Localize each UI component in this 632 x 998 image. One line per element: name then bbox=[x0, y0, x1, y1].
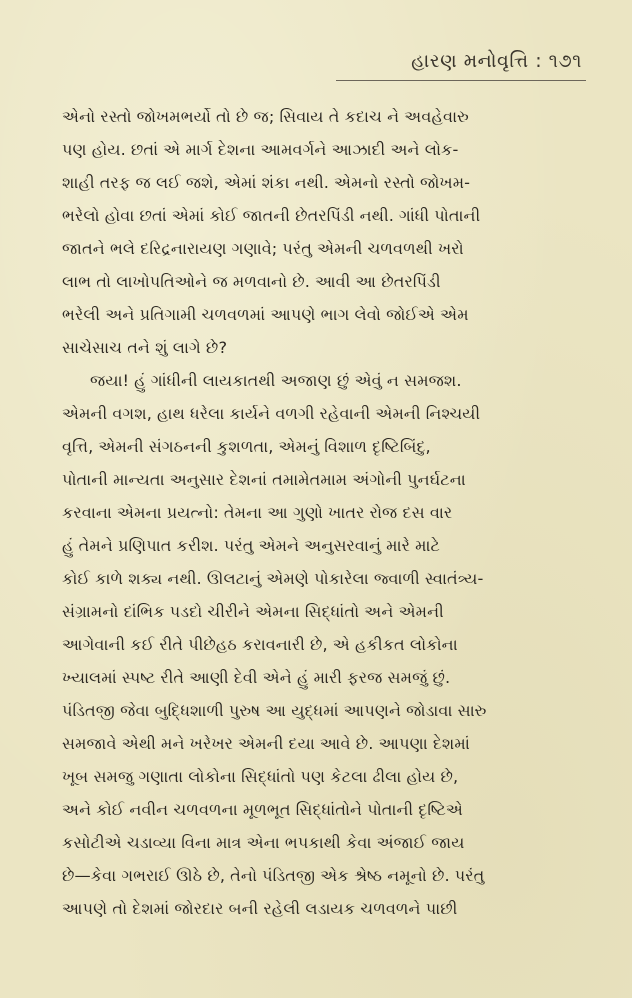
text-line: છે—કેવા ગભરાઈ ઊઠે છે, તેનો પંડિતજી એક શ્રેષ્ઠ નમૂનો છે. પરંતુ bbox=[62, 866, 485, 885]
header-rule bbox=[336, 80, 586, 81]
text-line: સમજાવે એથી મને ખરેખર એમની દયા આવે છે. આપણા દેશમાં bbox=[62, 734, 470, 753]
text-line: એનો રસ્તો જોખમભર્યો તો છે જ; સિવાય તે કદાચ ને અવહેવારુ bbox=[62, 107, 469, 126]
text-line: સાચેસાચ તને શું લાગે છે? bbox=[62, 338, 228, 357]
text-line: ભરેલી અને પ્રતિગામી ચળવળમાં આપણે ભાગ લેવો જોઈએ એમ bbox=[62, 305, 469, 324]
text-line: ભરેલો હોવા છતાં એમાં કોઈ જાતની છેતરપિંડી નથી. ગાંધી પોતાની bbox=[62, 206, 481, 225]
running-head: હારણ મનોવૃત્તિ : ૧૭૧ bbox=[411, 50, 582, 72]
text-line: ખ્યાલમાં સ્પષ્ટ રીતે આણી દેવી એને હું મારી ફરજ સમજું છું. bbox=[62, 668, 451, 687]
text-line: સંગ્રામનો દાંભિક પડદો ચીરીને એમના સિદ્ધાંતો અને એમની bbox=[62, 602, 444, 621]
paragraph bbox=[62, 100, 582, 364]
body-text bbox=[62, 100, 582, 925]
text-line: જાતને ભલે દરિદ્રનારાયણ ગણાવે; પરંતુ એમની ચળવળથી ખરો bbox=[62, 239, 464, 258]
text-line: જયા! હું ગાંધીની લાયકાતથી અજાણ છું એવું ન સમજશ. bbox=[90, 371, 462, 390]
text-line: આગેવાની કઈ રીતે પીછેહઠ કરાવનારી છે, એ હકીકત લોકોના bbox=[62, 635, 458, 654]
text-line: કરવાના એમના પ્રયત્નો: તેમના આ ગુણો ખાતર રોજ દસ વાર bbox=[62, 503, 453, 522]
text-line: પંડિતજી જેવા બુદ્ધિશાળી પુરુષ આ યુદ્ધમાં આપણને જોડાવા સારુ bbox=[62, 701, 487, 720]
text-line: પણ હોય. છતાં એ માર્ગ દેશના આમવર્ગને આઝાદી અને લોક- bbox=[62, 140, 459, 159]
text-line: એમની વગશ, હાથ ધરેલા કાર્યને વળગી રહેવાની એમની નિશ્ચયી bbox=[62, 404, 481, 423]
paragraph bbox=[62, 364, 582, 925]
text-line: પોતાની માન્યતા અનુસાર દેશનાં તમામેતમામ અંગોની પુનર્ઘટના bbox=[62, 470, 466, 489]
text-line: હું તેમને પ્રણિપાત કરીશ. પરંતુ એમને અનુસરવાનું મારે માટે bbox=[62, 536, 440, 555]
text-line: શાહી તરફ જ લઈ જશે, એમાં શંકા નથી. એમનો રસ્તો જોખમ- bbox=[62, 173, 470, 192]
text-line: લાભ તો લાખોપતિઓને જ મળવાનો છે. આવી આ છેતરપિંડી bbox=[62, 272, 441, 291]
text-line: આપણે તો દેશમાં જોરદાર બની રહેલી લડાયક ચળવળને પાછી bbox=[62, 899, 458, 918]
text-line: ખૂબ સમજુ ગણાતા લોકોના સિદ્ધાંતો પણ કેટલા ઢીલા હોય છે, bbox=[62, 767, 459, 786]
text-line: કોઈ કાળે શક્ય નથી. ઊલટાનું એમણે પોકારેલા જ્વાળી સ્વાતંત્ર્ય- bbox=[62, 569, 484, 588]
text-line: કસોટીએ ચડાવ્યા વિના માત્ર એના ભપકાથી કેવા અંજાઈ જાય bbox=[62, 833, 465, 852]
text-line: અને કોઈ નવીન ચળવળના મૂળભૂત સિદ્ધાંતોને પોતાની દૃષ્ટિએ bbox=[62, 800, 463, 819]
text-line: વૃત્તિ, એમની સંગઠનની કુશળતા, એમનું વિશાળ દૃષ્ટિબિંદુ, bbox=[62, 437, 431, 456]
